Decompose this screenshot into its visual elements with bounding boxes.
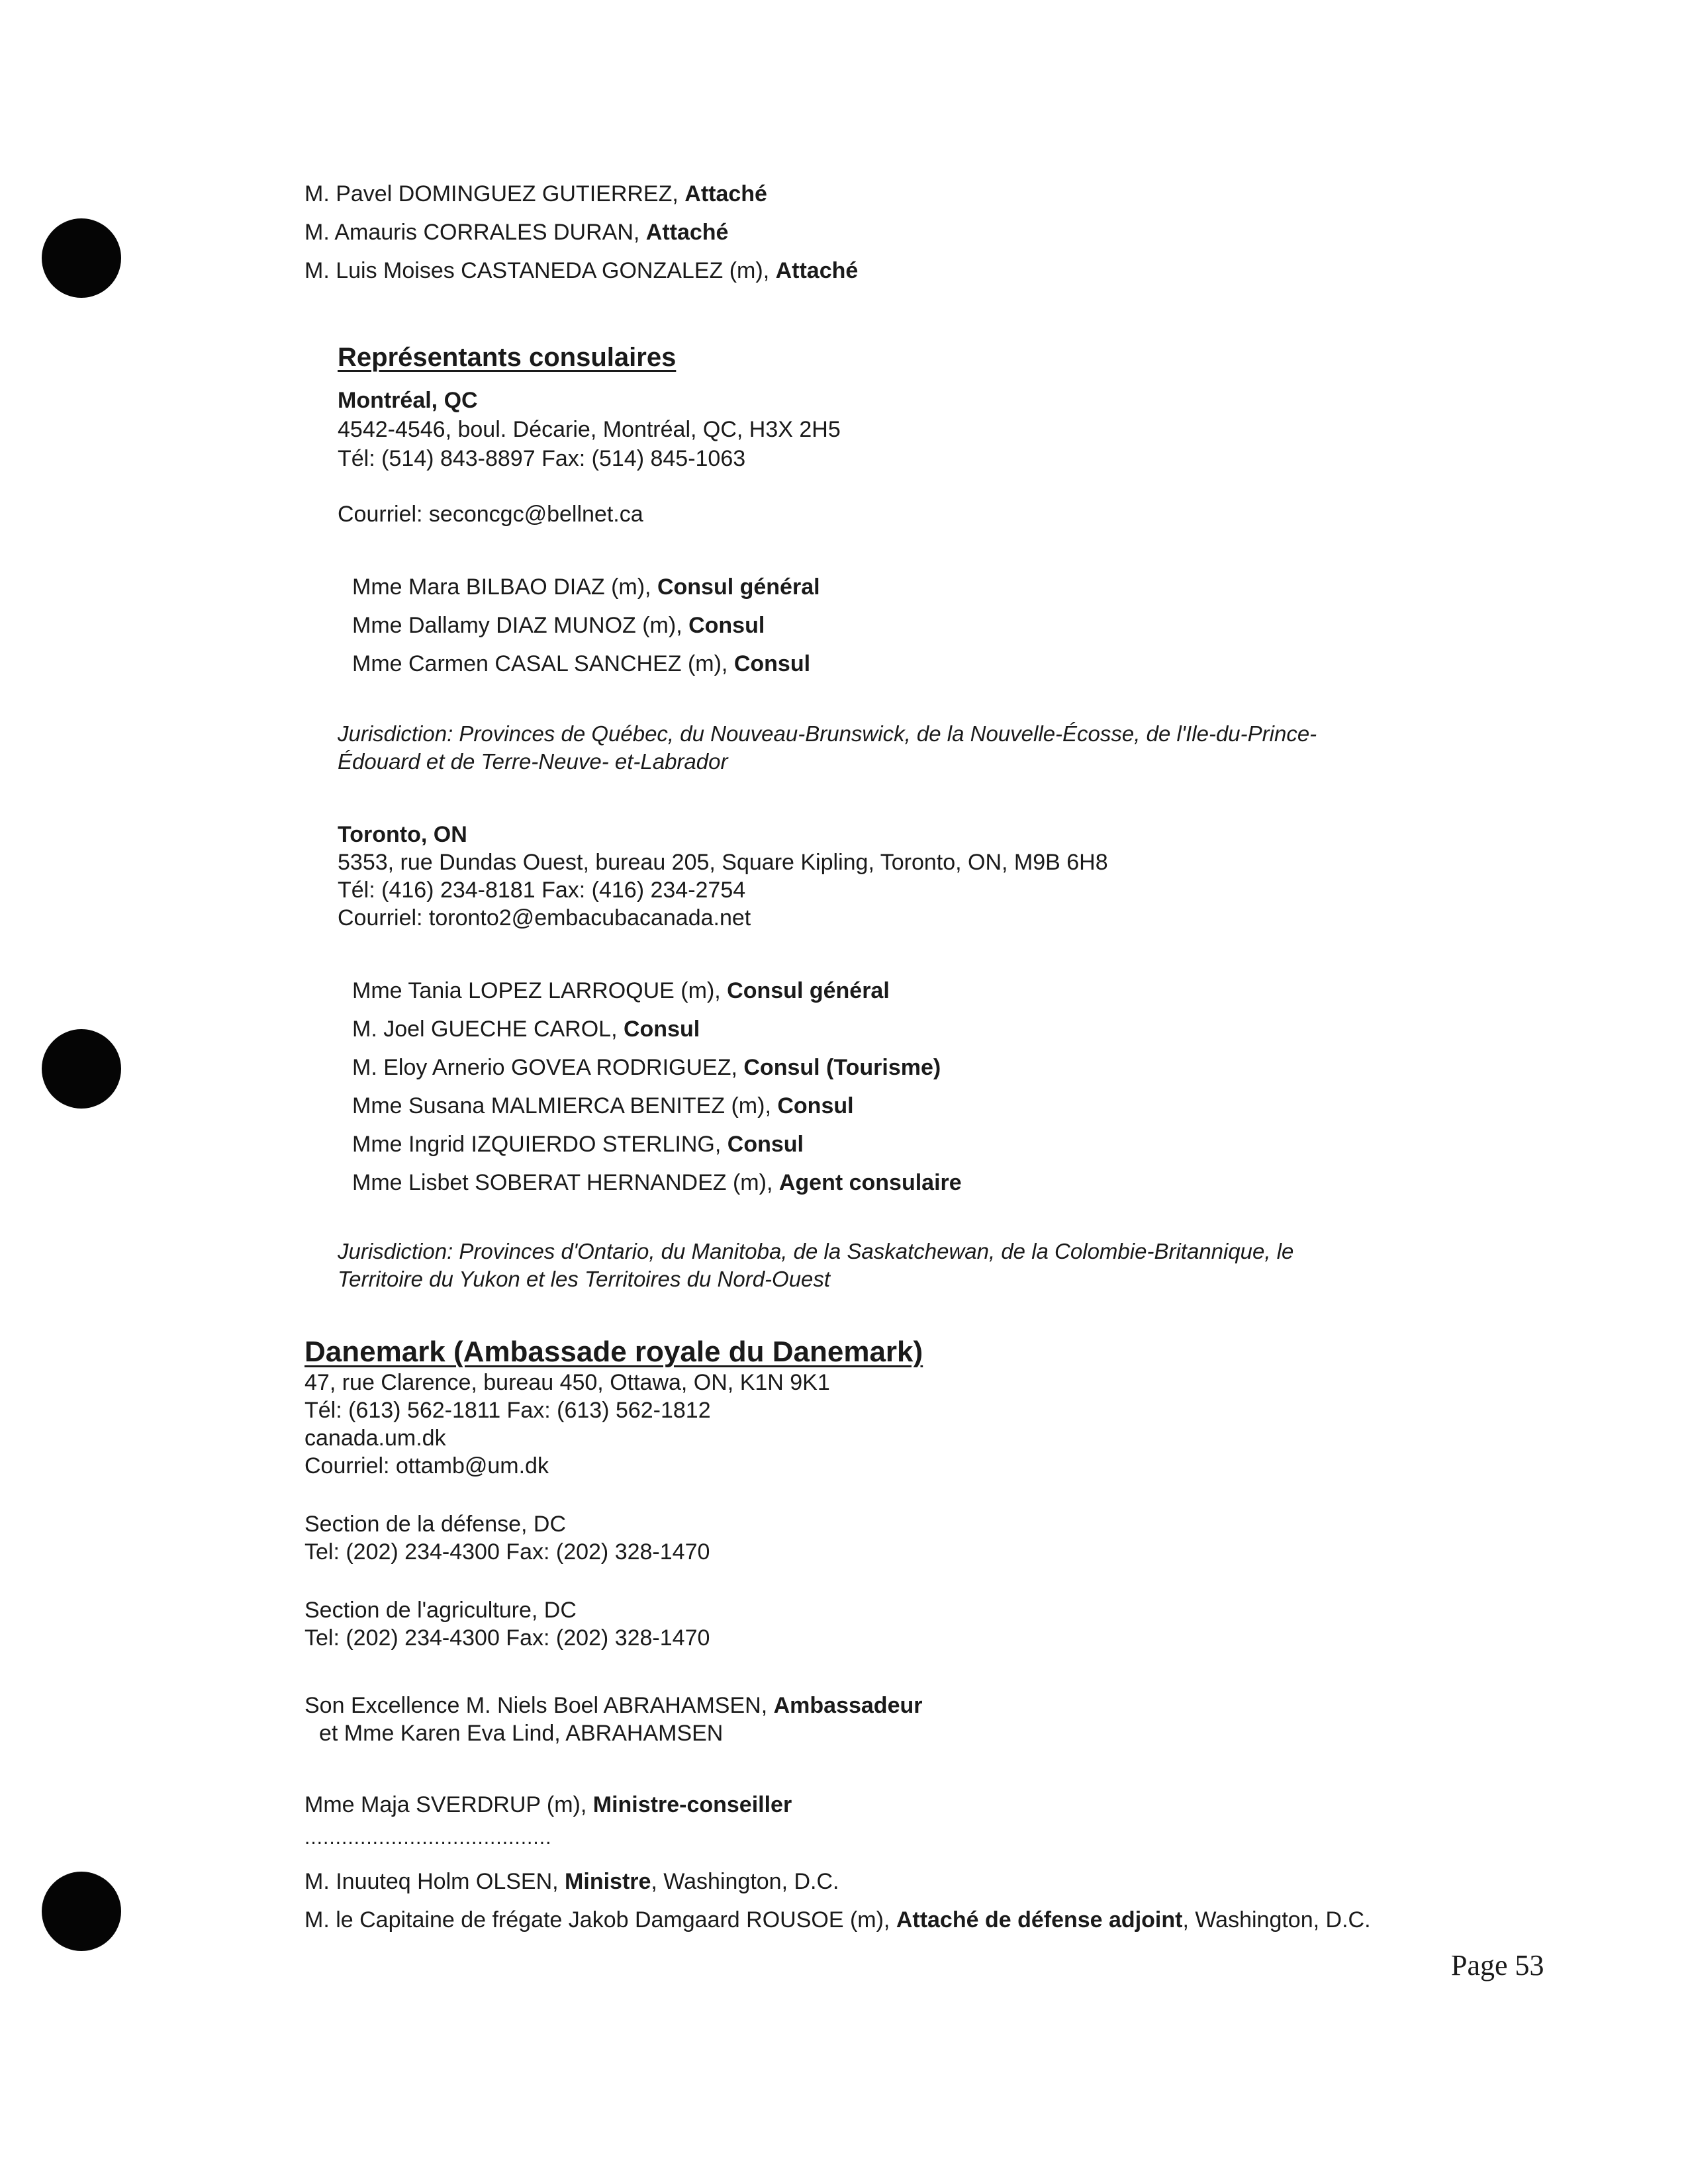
staff-line: Mme Maja SVERDRUP (m), Ministre-conseiller bbox=[305, 1792, 792, 1817]
agriculture-section: Section de l'agriculture, DC bbox=[305, 1598, 577, 1623]
address: 5353, rue Dundas Ouest, bureau 205, Square Kipling, Toronto, ON, M9B 6H8 bbox=[338, 850, 1108, 875]
section-heading-denmark: Danemark (Ambassade royale du Danemark) bbox=[305, 1336, 923, 1368]
spouse-line: et Mme Karen Eva Lind, ABRAHAMSEN bbox=[319, 1721, 724, 1746]
binder-hole-bottom bbox=[42, 1872, 121, 1951]
phone-fax: Tél: (613) 562-1811 Fax: (613) 562-1812 bbox=[305, 1398, 711, 1423]
defense-section: Section de la défense, DC bbox=[305, 1512, 567, 1537]
staff-line: M. Inuuteq Holm OLSEN, Ministre, Washington, D.C. bbox=[305, 1869, 839, 1894]
phone-fax: Tel: (202) 234-4300 Fax: (202) 328-1470 bbox=[305, 1625, 710, 1651]
page-number: Page 53 bbox=[1451, 1949, 1544, 1981]
staff-line: Mme Susana MALMIERCA BENITEZ (m), Consul bbox=[352, 1093, 854, 1118]
jurisdiction-note: Jurisdiction: Provinces de Québec, du Nouveau-Brunswick, de la Nouvelle-Écosse, de l'Ile-du-Prince- bbox=[338, 721, 1317, 746]
phone-fax: Tél: (514) 843-8897 Fax: (514) 845-1063 bbox=[338, 446, 746, 471]
email: Courriel: seconcgc@bellnet.ca bbox=[338, 502, 643, 527]
jurisdiction-note: Édouard et de Terre-Neuve- et-Labrador bbox=[338, 749, 728, 774]
city-heading-montreal: Montréal, QC bbox=[338, 388, 478, 413]
staff-line: M. Joel GUECHE CAROL, Consul bbox=[352, 1017, 700, 1042]
address: 47, rue Clarence, bureau 450, Ottawa, ON, K1N 9K1 bbox=[305, 1370, 830, 1395]
staff-line: Mme Mara BILBAO DIAZ (m), Consul général bbox=[352, 574, 820, 600]
staff-line: Mme Lisbet SOBERAT HERNANDEZ (m), Agent consulaire bbox=[352, 1170, 962, 1195]
staff-line: Mme Ingrid IZQUIERDO STERLING, Consul bbox=[352, 1132, 804, 1157]
staff-line: M. Pavel DOMINGUEZ GUTIERREZ, Attaché bbox=[305, 181, 767, 206]
email: Courriel: ottamb@um.dk bbox=[305, 1453, 549, 1479]
ambassador-line: Son Excellence M. Niels Boel ABRAHAMSEN, Ambassadeur bbox=[305, 1693, 923, 1718]
staff-line: Mme Dallamy DIAZ MUNOZ (m), Consul bbox=[352, 613, 765, 638]
staff-line: Mme Carmen CASAL SANCHEZ (m), Consul bbox=[352, 651, 811, 676]
address: 4542-4546, boul. Décarie, Montréal, QC, H3X 2H5 bbox=[338, 417, 841, 442]
jurisdiction-note: Territoire du Yukon et les Territoires du Nord-Ouest bbox=[338, 1267, 831, 1291]
binder-hole-top bbox=[42, 218, 121, 298]
dotted-separator: ........................................ bbox=[305, 1827, 552, 1848]
staff-line: M. Luis Moises CASTANEDA GONZALEZ (m), Attaché bbox=[305, 258, 859, 283]
staff-line: M. le Capitaine de frégate Jakob Damgaard ROUSOE (m), Attaché de défense adjoint, Washington, D.C. bbox=[305, 1907, 1371, 1933]
phone-fax: Tél: (416) 234-8181 Fax: (416) 234-2754 bbox=[338, 878, 746, 903]
staff-line: M. Eloy Arnerio GOVEA RODRIGUEZ, Consul (Tourisme) bbox=[352, 1055, 941, 1080]
city-heading-toronto: Toronto, ON bbox=[338, 822, 467, 847]
website: canada.um.dk bbox=[305, 1426, 446, 1451]
staff-line: M. Amauris CORRALES DURAN, Attaché bbox=[305, 220, 729, 245]
binder-hole-middle bbox=[42, 1029, 121, 1109]
staff-line: Mme Tania LOPEZ LARROQUE (m), Consul général bbox=[352, 978, 890, 1003]
phone-fax: Tel: (202) 234-4300 Fax: (202) 328-1470 bbox=[305, 1539, 710, 1565]
email: Courriel: toronto2@embacubacanada.net bbox=[338, 905, 751, 931]
section-heading-consular: Représentants consulaires bbox=[338, 343, 677, 372]
jurisdiction-note: Jurisdiction: Provinces d'Ontario, du Manitoba, de la Saskatchewan, de la Colombie-Britannique, le bbox=[338, 1239, 1294, 1263]
